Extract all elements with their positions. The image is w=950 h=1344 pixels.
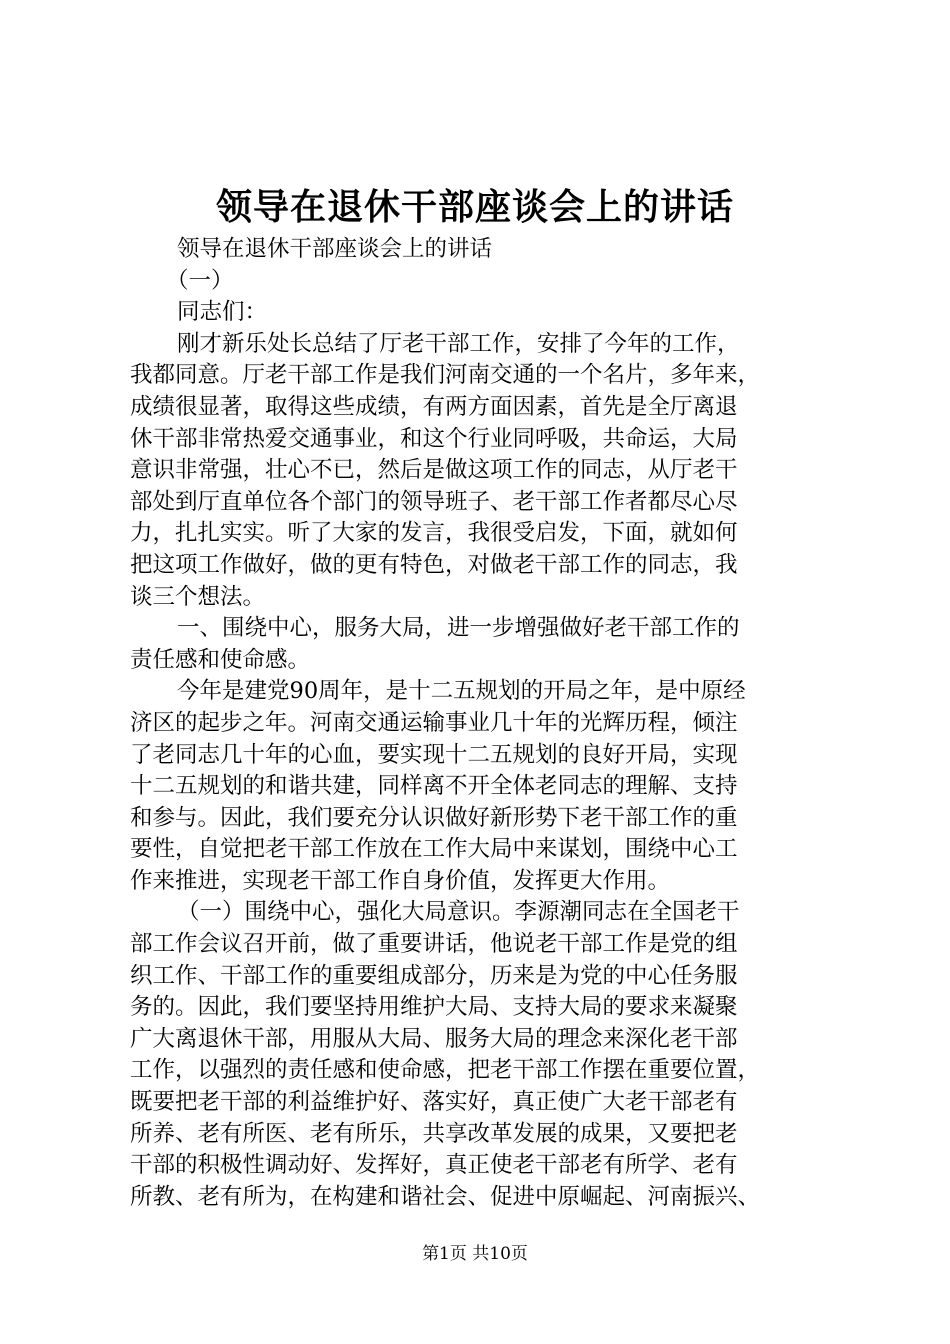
page-footer: [0, 1242, 950, 1266]
body-line: 作来推进，实现老干部工作自身价值，发挥更大作用。: [130, 867, 671, 894]
body-line: 务的。因此，我们要坚持用维护大局、支持大局的要求来凝聚: [130, 994, 738, 1021]
body-line: 力，扎扎实实。听了大家的发言，我很受启发，下面，就如何: [130, 520, 738, 547]
body-line: 我都同意。厅老干部工作是我们河南交通的一个名片，多年来，: [130, 362, 761, 389]
body-line: 意识非常强，壮心不已，然后是做这项工作的同志，从厅老干: [130, 457, 738, 484]
body-line: 济区的起步之年。河南交通运输事业几十年的光辉历程，倾注: [130, 709, 738, 736]
body-line: 责任感和使命感。: [130, 646, 311, 673]
body-line: 工作，以强烈的责任感和使命感，把老干部工作摆在重要位置，: [130, 1057, 761, 1084]
body-line: 既要把老干部的利益维护好、落实好，真正使广大老干部老有: [130, 1089, 738, 1116]
body-line: （一）围绕中心，强化大局意识。李源潮同志在全国老干: [177, 899, 740, 926]
body-line: 一、围绕中心，服务大局，进一步增强做好老干部工作的: [177, 615, 740, 642]
body-line: 干部的积极性调动好、发挥好，真正使老干部老有所学、老有: [130, 1152, 738, 1179]
page-number: 第1页 共10页: [422, 1244, 528, 1264]
body-line: 同志们：: [177, 299, 268, 326]
body-line: 了老同志几十年的心血，要实现十二五规划的良好开局，实现: [130, 741, 738, 768]
body-line: 部处到厅直单位各个部门的领导班子、老干部工作者都尽心尽: [130, 488, 738, 515]
body-line: 成绩很显著，取得这些成绩，有两方面因素，首先是全厅离退: [130, 393, 738, 420]
document-title: 领导在退休干部座谈会上的讲话: [215, 186, 734, 228]
body-line: 谈三个想法。: [130, 583, 266, 610]
body-line: 今年是建党90周年，是十二五规划的开局之年，是中原经: [177, 678, 746, 705]
body-line: 所养、老有所医、老有所乐，共享改革发展的成果，又要把老: [130, 1120, 738, 1147]
body-line: 和参与。因此，我们要充分认识做好新形势下老干部工作的重: [130, 804, 738, 831]
body-line: 要性，自觉把老干部工作放在工作大局中来谋划，围绕中心工: [130, 836, 738, 863]
body-line: 广大离退休干部，用服从大局、服务大局的理念来深化老干部: [130, 1025, 738, 1052]
body-line: 所教、老有所为，在构建和谐社会、促进中原崛起、河南振兴、: [130, 1183, 761, 1210]
body-line: 部工作会议召开前，做了重要讲话，他说老干部工作是党的组: [130, 931, 738, 958]
body-line: 刚才新乐处长总结了厅老干部工作，安排了今年的工作，: [177, 330, 740, 357]
body-line: 十二五规划的和谐共建，同样离不开全体老同志的理解、支持: [130, 773, 738, 800]
body-line: （一）: [166, 267, 234, 294]
body-line: 把这项工作做好，做的更有特色，对做老干部工作的同志，我: [130, 551, 738, 578]
body-line: 休干部非常热爱交通事业，和这个行业同呼吸，共命运，大局: [130, 425, 738, 452]
body-line: 织工作、干部工作的重要组成部分，历来是为党的中心任务服: [130, 962, 738, 989]
document-body: [130, 234, 830, 1213]
body-line: 领导在退休干部座谈会上的讲话: [177, 236, 493, 262]
